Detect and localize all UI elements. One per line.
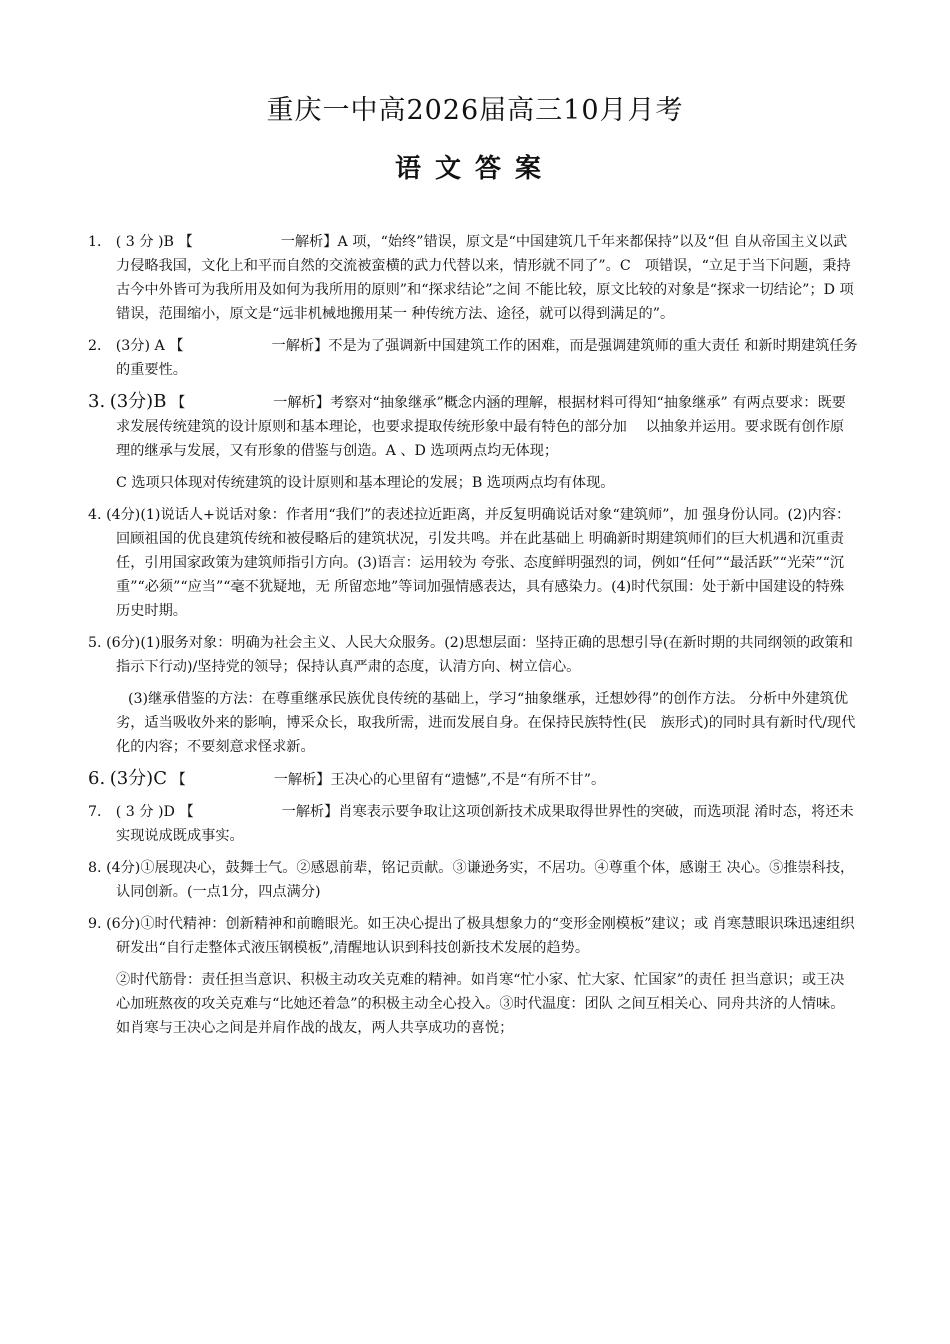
answer-bracket: 【 — [169, 338, 184, 354]
answer-7 — [88, 800, 858, 848]
page-title: 重庆一中高2026届高三10月月考 — [266, 95, 684, 126]
page-subtitle: 语文答案 — [394, 154, 555, 184]
answer-2 — [88, 334, 858, 382]
answer-number: 1． — [88, 234, 112, 250]
analysis-label: 一解析】 — [281, 804, 339, 820]
answer-score: ( 3 分 )B — [115, 234, 174, 250]
answer-5-extra: (3)继承借鉴的方法：在尊重继承民族优良传统的基础上，学习“抽象继承，迁想妙得”的创作方法。 分析中外建筑优劣，适当吸收外来的影响，博采众长，取我所需，进而发展自身。在保持民族特性(民 族形式)的同时具有新时代/现代化的内容；不要刻意求怪求新。 — [116, 691, 856, 755]
answer-number: 4. — [88, 507, 102, 523]
answer-number: 7． — [88, 804, 112, 820]
answer-1 — [88, 230, 858, 326]
answer-list — [88, 230, 858, 1048]
analysis-label: 一解析】 — [273, 772, 331, 788]
analysis-label: 一解析】 — [273, 395, 330, 411]
answer-text: A 项，“始终”错误，原文是“中国建筑几千年来都保持”以及“但 自从帝国主义以武力侵略我国，文化上和平而自然的交流被蛮横的武力代替以来，情形就不同了”。C 项错误，“立足于当下问题，秉持古今中外皆可为我所用及如何为我所用的原则”和“探求结论”之间 不能比较，原文比较的对象是“探求一切结论”；D 项错误，范围缩小，原文是“远非机械地搬用某一 种传统方法、途径，就可以得到满足的”。 — [116, 234, 854, 322]
answer-bracket: 【 — [171, 772, 186, 788]
answer-number: 8. — [88, 860, 102, 876]
answer-bracket: 【 — [170, 395, 186, 411]
answer-text: (4分)①展现决心，鼓舞士气。②感恩前辈，铭记贡献。③谦逊务实，不居功。④尊重个体，感谢王 决心。⑤推崇科技，认同创新。(一点1分，四点满分) — [106, 860, 855, 900]
answer-score: (3分)B — [109, 391, 167, 412]
answer-text: 不是为了强调新中国建筑工作的困难，而是强调建筑师的重大责任 和新时期建筑任务的重要性。 — [116, 338, 858, 378]
answer-3-extra: C 选项只体现对传统建筑的设计原则和基本理论的发展；B 选项两点均有体现。 — [116, 475, 615, 491]
answer-number: 3. — [88, 391, 106, 412]
answer-number: 9. — [88, 916, 102, 932]
answer-text: 肖寒表示要争取让这项创新技术成果取得世界性的突破，而选项混 淆时态，将还未实现说成既成事实。 — [116, 804, 854, 844]
answer-9 — [88, 912, 858, 960]
answer-text: (6分)①时代精神：创新精神和前瞻眼光。如王决心提出了极具想象力的“变形金刚模板”建议；或 肖寒慧眼识珠迅速组织研发出“自行走整体式液压钢模板”,清醒地认识到科技创新技术发展的趋势。 — [106, 916, 855, 956]
answer-score: (3分)C — [109, 768, 167, 789]
answer-score: ( 3 分 )D — [115, 804, 175, 820]
answer-number: 5. — [88, 635, 102, 651]
answer-text: (6分)(1)服务对象：明确为社会主义、人民大众服务。(2)思想层面：坚持正确的思想引导(在新时期的共同纲领的政策和指示下行动)/坚持党的领导；保持认真严肃的态度，认清方向、树立信心。 — [106, 635, 853, 675]
answer-8 — [88, 856, 858, 904]
analysis-label: 一解析】 — [280, 234, 338, 250]
answer-number: 2． — [88, 338, 112, 354]
answer-text: 考察对“抽象继承”概念内涵的理解，根据材料可得知“抽象继承” 有两点要求：既要求发展传统建筑的设计原则和基本理论，也要求提取传统形象中最有特色的部分加 以抽象并运用。要求既有创作原理的继承与发展，又有形象的借鉴与创造。A 、D 选项两点均无体现； — [116, 395, 846, 459]
answer-text: (4分)(1)说话人+说话对象：作者用“我们”的表述拉近距离，并反复明确说话对象“建筑师”，加 强身份认同。(2)内容：回顾祖国的优良建筑传统和被侵略后的建筑状况，引发共鸣。并在此基础上 明确新时期建筑师们的巨大机遇和沉重责任，引用国家政策为建筑师指引方向。(3)语言：运用较为 夸张、态度鲜明强烈的词，例如“任何”“最活跃”“光荣”“沉重”“必须”“应当”“毫不犹疑地，无 所留恋地”等词加强情感表达，具有感染力。(4)时代氛围：处于新中国建设的特殊历史时期。 — [106, 507, 851, 619]
answer-6 — [88, 767, 858, 792]
answer-3 — [88, 390, 858, 463]
answer-4 — [88, 503, 858, 623]
answer-number: 6. — [88, 768, 106, 789]
answer-text: 王决心的心里留有“遗憾”,不是“有所不甘”。 — [330, 772, 606, 788]
answer-bracket: 【 — [178, 234, 193, 250]
answer-9-extra: ②时代筋骨：责任担当意识、积极主动攻关克难的精神。如肖寒“忙小家、忙大家、忙国家”的责任 担当意识；或王决心加班熬夜的攻关克难与“比她还着急”的积极主动全心投入。③时代温度：团队 之间互相关心、同舟共济的人情味。如肖寒与王决心之间是并肩作战的战友，两人共享成功的喜悦； — [116, 972, 845, 1036]
answer-bracket: 【 — [179, 804, 194, 820]
answer-5 — [88, 631, 858, 679]
analysis-label: 一解析】 — [271, 338, 329, 354]
answer-score: (3分) A — [115, 338, 165, 354]
